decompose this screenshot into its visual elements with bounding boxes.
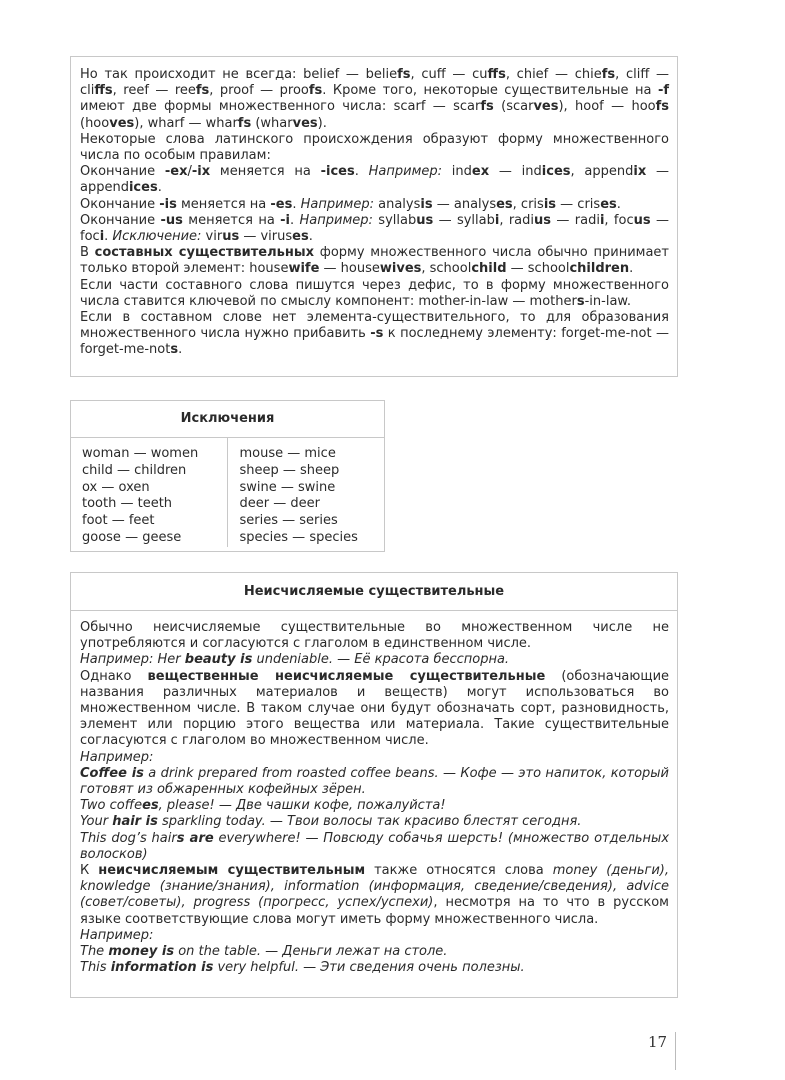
text-run: Но так происходит не всегда: belief — belie <box>80 67 398 82</box>
italic-text: This dog’s hair <box>80 830 177 846</box>
bold-text: -is <box>159 196 177 212</box>
text-run: ), wharf — whar <box>134 115 238 131</box>
text-run: . <box>290 212 300 228</box>
bold-text: wife <box>288 261 320 277</box>
bold-text: -ix <box>191 164 211 180</box>
text-run: vir <box>201 229 223 245</box>
exception-pair: foot — feet <box>82 513 155 529</box>
text-run: К <box>80 863 99 879</box>
text-run: меняется на <box>182 212 281 228</box>
italic-text: Например: <box>368 164 443 180</box>
paragraph <box>80 245 669 277</box>
exceptions-left-column <box>71 438 227 547</box>
bold-text: i <box>494 212 500 228</box>
text-run: , cris <box>512 196 544 212</box>
text-run: Если в составном слове нет элемента-существительного, то для образования множественного числа нужно прибавить <box>80 310 669 342</box>
bold-text: fs <box>237 115 252 131</box>
bold-text: s <box>576 293 585 309</box>
bold-text: составных существительных <box>94 245 314 261</box>
italic-text: undeniable. — Её красота бесспорна. <box>252 652 510 668</box>
italic-text: Например: <box>299 212 373 228</box>
paragraph <box>80 831 669 863</box>
text-run: . <box>104 229 113 245</box>
exception-pair: woman — women <box>82 446 199 461</box>
bold-text: us <box>416 212 434 228</box>
text-run: , school <box>421 261 472 277</box>
exception-pair: swine — swine <box>239 479 336 495</box>
exceptions-right-column <box>227 438 385 547</box>
bold-text: -s <box>370 326 384 342</box>
paragraph <box>80 67 669 132</box>
paragraph <box>80 750 669 766</box>
bold-text: es <box>142 798 159 814</box>
bold-text: -es <box>270 196 293 212</box>
text-run: — syllab <box>433 212 495 228</box>
bold-text: ix <box>633 164 647 180</box>
text-run: Обычно неисчисляемые существительные во множественном числе не употребляются и согласуются с глаголом в единственном числе. <box>80 620 669 652</box>
paragraph <box>80 669 669 750</box>
italic-text: money (деньги), knowledge (знание/знания), information (информация, сведение/сведения), advice (совет/советы), progress (прогресс, успех/успехи) <box>80 863 669 911</box>
text-run: меняется на <box>176 196 271 212</box>
bold-text: ves <box>292 115 318 131</box>
text-run: форму множественного числа обычно принимает только второй элемент: house <box>80 245 669 277</box>
bold-text: wives <box>379 261 422 277</box>
italic-text: very helpful. — Эти сведения очень полезны. <box>213 960 525 976</box>
exceptions-title: Исключения <box>71 401 384 438</box>
exception-pair: goose — geese <box>82 529 182 545</box>
bold-text: s <box>170 342 179 358</box>
bold-text: ffs <box>94 83 113 99</box>
text-run: (обозначающие названия различных материалов и веществ) могут использоваться во множественном числе. В таком случае они будут обозначать сорт, разновидность, элемент или порцию этого вещества или материала. Такие существительные согласуются с глаголом во множественном числе. <box>80 668 670 749</box>
paragraph <box>80 620 669 652</box>
text-run: , append <box>570 164 634 180</box>
paragraph <box>80 928 669 944</box>
bold-text: is <box>543 196 557 212</box>
bold-text: us <box>222 229 240 245</box>
text-run: . <box>616 196 621 212</box>
text-run: . <box>354 164 369 180</box>
italic-text: on the table. — Деньги лежат на столе. <box>174 944 448 960</box>
text-run: . <box>308 229 313 245</box>
bold-text: i <box>599 212 605 228</box>
bold-text: us <box>633 212 651 228</box>
text-run: ). <box>317 115 327 131</box>
bold-text: fs <box>397 67 411 82</box>
text-run: , reef — ree <box>112 83 196 99</box>
text-run: syllab <box>372 212 417 228</box>
exception-pair: ox — oxen <box>82 479 150 495</box>
text-run: Окончание <box>80 164 165 180</box>
text-run: — foc <box>80 212 669 245</box>
bold-text: child <box>471 261 507 277</box>
bold-text: ves <box>109 115 135 131</box>
text-run: меняется на <box>210 164 321 180</box>
paragraph <box>80 798 669 814</box>
bold-text: fs <box>601 67 616 82</box>
text-run: Если части составного слова пишутся через дефис, то в форму множественного числа ставится ключевой по смыслу компонент: mother-in-law — mother <box>80 277 669 309</box>
bold-text: -us <box>160 212 183 228</box>
italic-text: This <box>80 960 111 976</box>
rules-paragraphs <box>80 67 669 359</box>
bold-text: information is <box>110 960 214 976</box>
exception-pair: child — children <box>82 462 187 478</box>
text-run: , cliff — cli <box>80 67 669 99</box>
text-run: , несмотря на то что в русском языке соответствующие слова могут иметь форму множественного числа. <box>80 895 669 927</box>
text-run: (scar <box>493 99 534 115</box>
bold-text: children <box>569 261 630 277</box>
italic-text: Например: <box>300 196 374 212</box>
bold-text: s are <box>176 830 214 846</box>
text-run: Однако <box>80 668 148 684</box>
plural-rules-box <box>70 56 678 377</box>
bold-text: неисчисляемым существительным <box>98 863 366 879</box>
italic-text: a drink prepared from roasted coffee beans. — Кофе — это напиток, который готовят из обжаренных кофейных зёрен. <box>80 765 669 798</box>
text-run: . Кроме того, некоторые существительные на <box>322 83 658 99</box>
text-run: (whar <box>251 115 293 131</box>
text-run: — virus <box>239 229 293 245</box>
text-run: , foc <box>604 212 634 228</box>
paragraph <box>80 197 669 213</box>
bold-text: es <box>496 196 513 212</box>
paragraph <box>80 278 669 310</box>
text-run: Некоторые слова латинского происхождения образуют форму множественного числа по особым правилам: <box>80 131 669 164</box>
uncountable-nouns-box <box>70 572 678 998</box>
text-run: , proof — proo <box>209 83 309 99</box>
text-run: -in-law. <box>584 293 631 309</box>
text-run: . <box>292 196 301 212</box>
italic-text: Например: <box>80 927 154 943</box>
italic-text: Например: Her <box>80 652 185 668</box>
italic-text: Your <box>80 814 113 830</box>
bold-text: вещественные неисчисляемые существительные <box>147 668 546 684</box>
text-run: также относятся слова <box>365 863 553 879</box>
bold-text: es <box>600 196 617 212</box>
bold-text: ices <box>128 180 158 196</box>
bold-text: -f <box>657 83 669 99</box>
bold-text: fs <box>308 83 323 99</box>
italic-text: Например: <box>80 749 154 765</box>
italic-text: sparkling today. — Твои волосы так красиво блестят сегодня. <box>157 814 582 830</box>
bold-text: beauty is <box>184 652 253 668</box>
exception-pair: species — species <box>239 529 358 545</box>
bold-text: ffs <box>487 67 506 82</box>
text-run: — cris <box>556 196 601 212</box>
text-run: , chief — chie <box>505 67 602 82</box>
paragraph <box>80 814 669 830</box>
bold-text: us <box>534 212 552 228</box>
text-run: , cuff — cu <box>410 67 488 82</box>
paragraph <box>80 944 669 960</box>
paragraph <box>80 766 669 798</box>
text-run: . <box>178 342 183 358</box>
exception-pair: series — series <box>239 513 338 529</box>
exceptions-table <box>70 400 385 552</box>
text-run: В <box>80 245 95 261</box>
text-run: . <box>157 180 162 196</box>
bold-text: -i <box>280 212 291 228</box>
text-run: — analys <box>432 196 497 212</box>
bold-text: -ices <box>320 164 355 180</box>
text-run: — ind <box>489 164 542 180</box>
paragraph <box>80 960 669 976</box>
bold-text: i <box>99 229 105 245</box>
bold-text: is <box>420 196 433 212</box>
text-run: имеют две формы множественного числа: scarf — scar <box>80 99 481 115</box>
paragraph <box>80 310 669 359</box>
text-run: (hoo <box>80 115 110 131</box>
paragraph <box>80 213 669 245</box>
italic-text: everywhere! — Повсюду собачья шерсть! (множество отдельных волосков) <box>80 830 670 862</box>
text-run: ind <box>442 164 472 180</box>
exception-pair: mouse — mice <box>239 446 336 461</box>
text-run: — house <box>319 261 380 277</box>
text-run: — radi <box>551 212 600 228</box>
text-run: — school <box>506 261 570 277</box>
bold-text: fs <box>195 83 210 99</box>
italic-text: Two coffe <box>80 798 143 814</box>
bold-text: es <box>292 229 309 245</box>
text-run: ), hoof — hoo <box>558 99 656 115</box>
uncountable-paragraphs <box>71 611 677 976</box>
exception-pair: sheep — sheep <box>239 462 340 478</box>
uncountable-title: Неисчисляемые существительные <box>71 573 677 611</box>
bold-text: -ex <box>164 164 188 180</box>
text-run: analys <box>374 196 421 212</box>
bold-text: hair is <box>112 814 158 830</box>
page-number: 17 <box>648 1033 668 1051</box>
bold-text: Coffee is <box>80 765 144 781</box>
text-run: к последнему элементу: forget-me-not — forget-me-not <box>80 326 669 358</box>
bold-text: fs <box>480 99 494 115</box>
text-run: / <box>187 164 192 180</box>
text-run: , radi <box>499 212 535 228</box>
text-run: Окончание <box>80 212 161 228</box>
paragraph <box>80 132 669 164</box>
italic-text: The <box>80 944 109 960</box>
italic-text: , please! — Две чашки кофе, пожалуйста! <box>158 798 446 814</box>
paragraph <box>80 652 669 668</box>
paragraph <box>80 164 669 196</box>
exception-pair: deer — deer <box>239 496 320 512</box>
italic-text: Исключение: <box>112 229 202 245</box>
exception-pair: tooth — teeth <box>82 496 173 512</box>
bold-text: ex <box>471 164 490 180</box>
text-run: . <box>629 261 634 277</box>
text-run: — append <box>80 164 669 196</box>
text-run: Окончание <box>80 196 160 212</box>
bold-text: money is <box>108 944 175 960</box>
page-number-rule <box>675 1032 676 1070</box>
bold-text: ices <box>541 164 571 180</box>
bold-text: fs <box>655 99 670 115</box>
paragraph <box>80 863 669 928</box>
bold-text: ves <box>533 99 559 115</box>
